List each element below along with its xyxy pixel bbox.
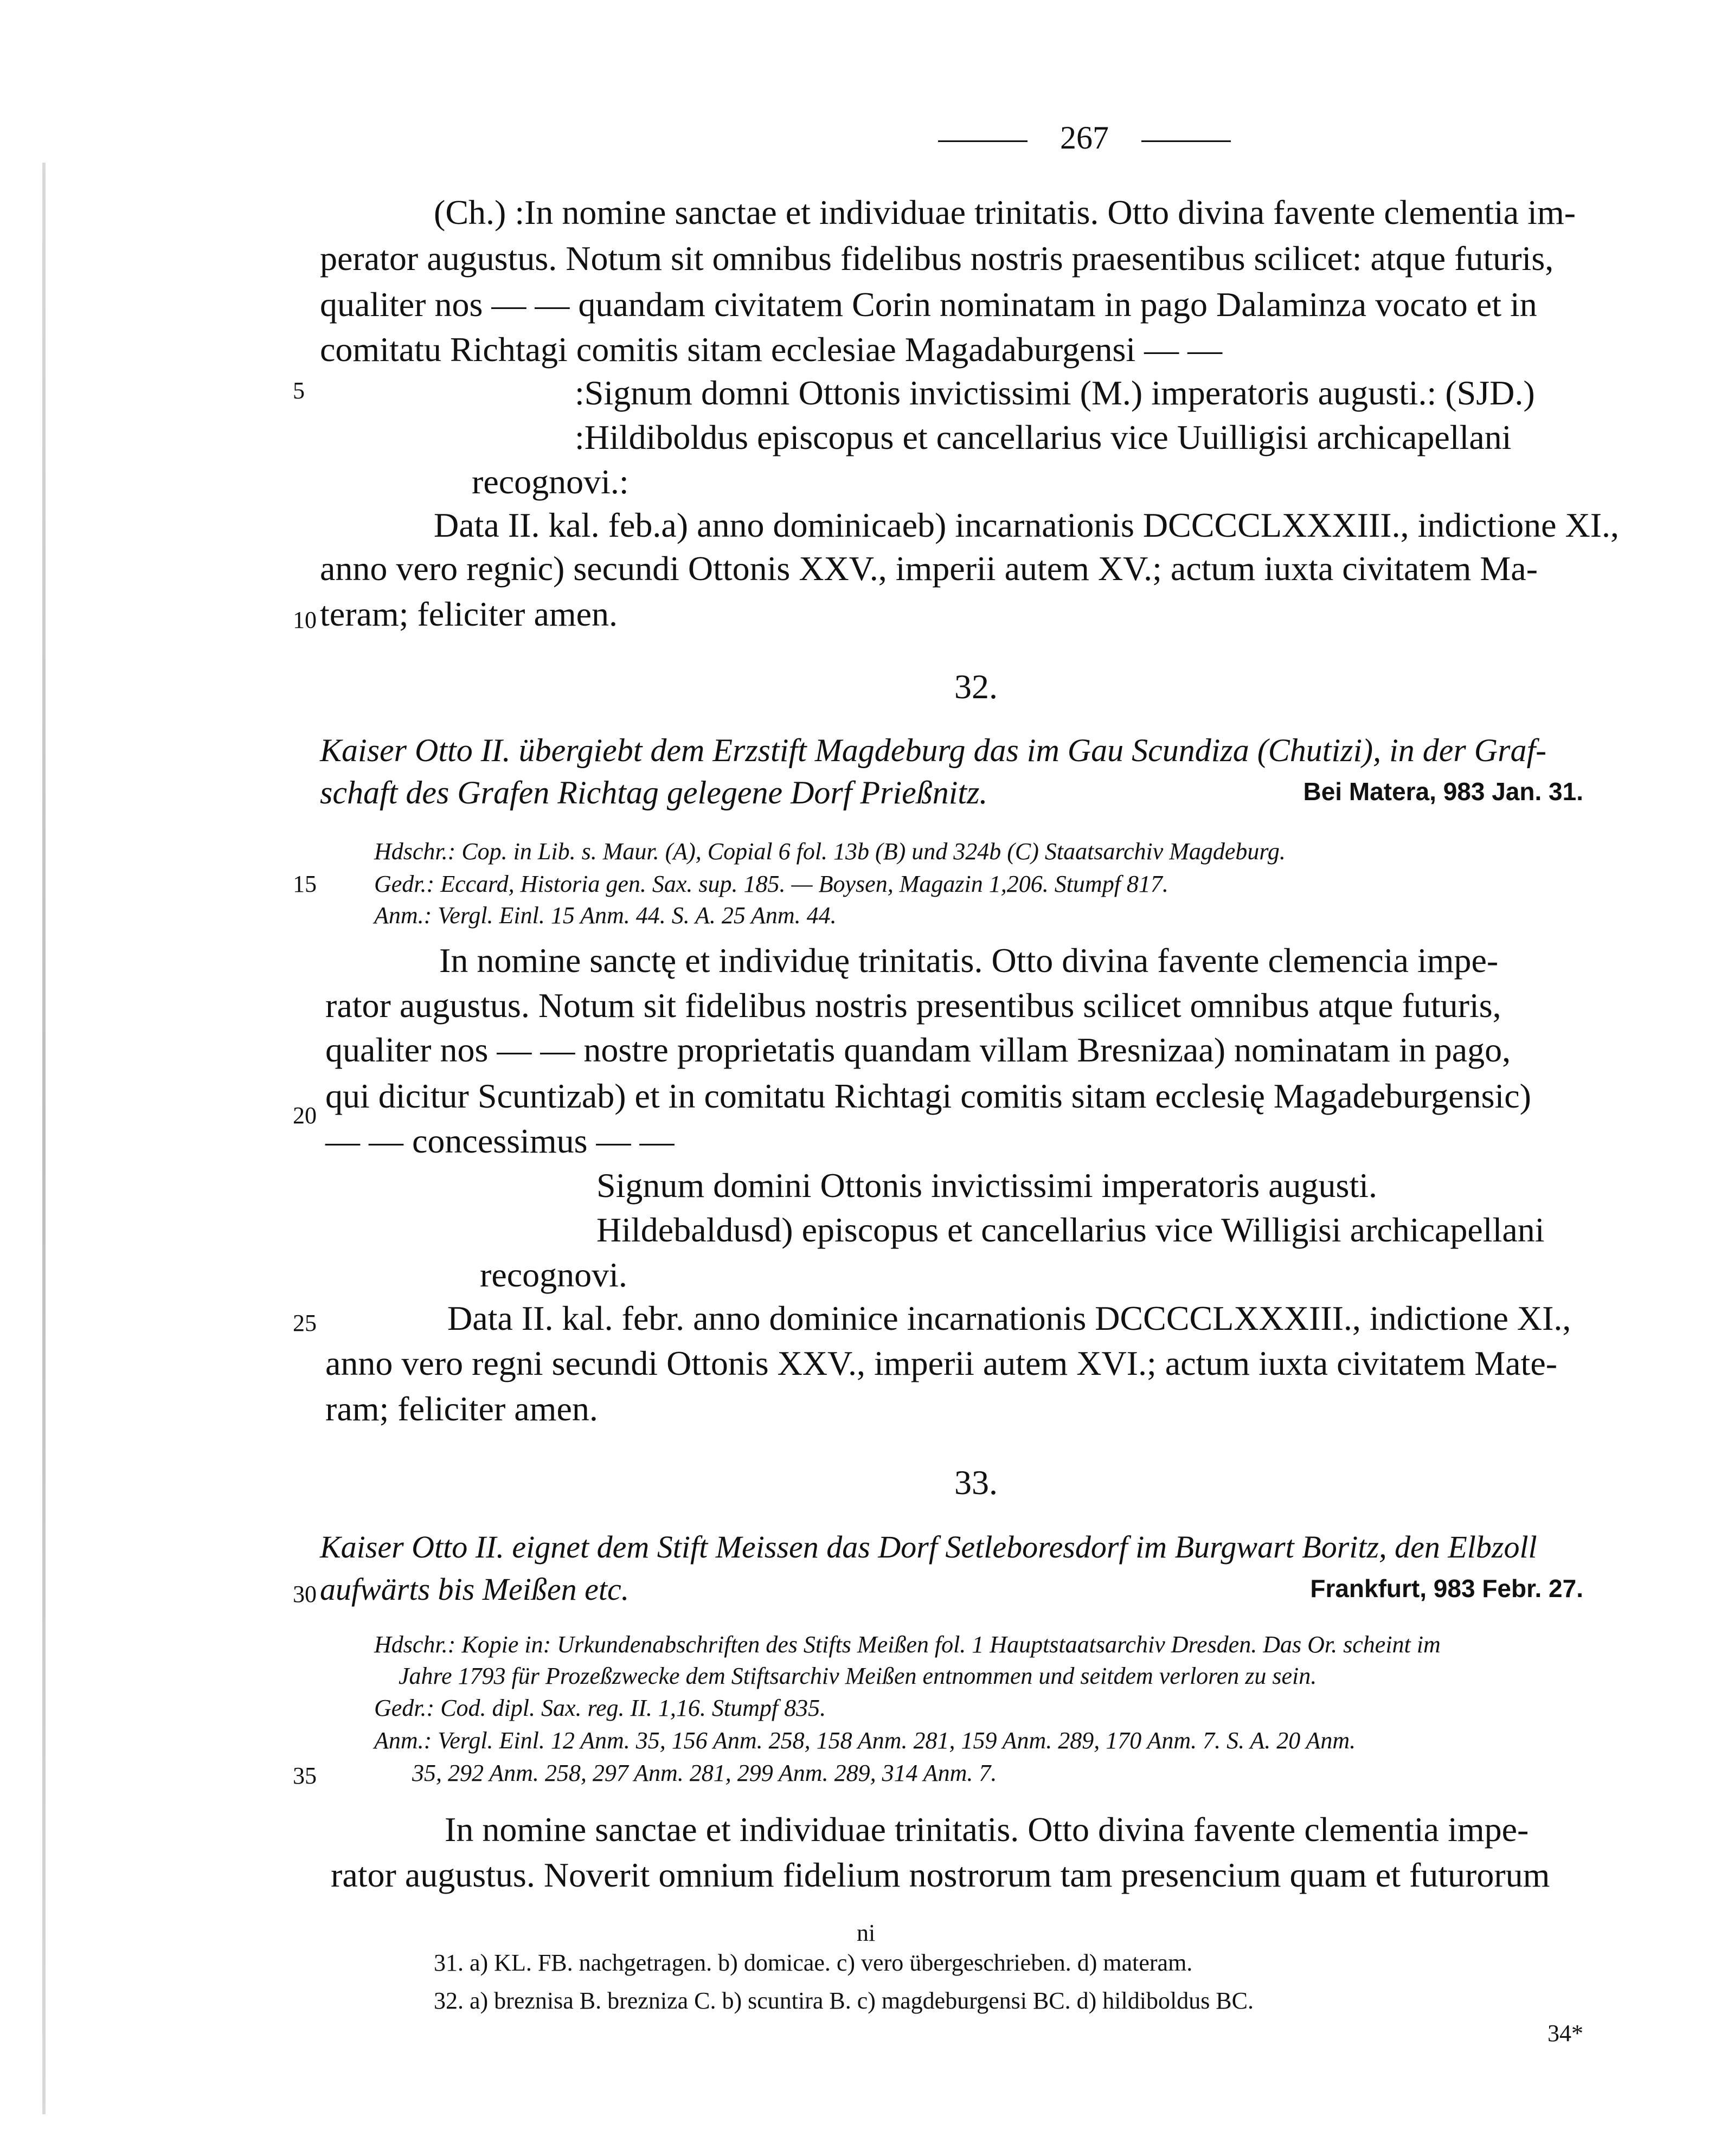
text-line: teram; feliciter amen. xyxy=(320,595,618,633)
text-line: :Hildiboldus episcopus et cancellarius vice Uuilligisi archicapellani xyxy=(575,418,1512,456)
line-number: 25 xyxy=(293,1310,317,1336)
line-number: 5 xyxy=(293,377,305,404)
page-edge-shadow xyxy=(42,163,46,2114)
text-line: Data II. kal. febr. anno dominice incarnationis DCCCCLXXXIII., indictione XI., xyxy=(447,1299,1571,1337)
doc32-source: Hdschr.: Cop. in Lib. s. Maur. (A), Copial 6 fol. 13b (B) und 324b (C) Staatsarchiv Magdeburg. xyxy=(374,838,1286,865)
text-line: qui dicitur Scuntizab) et in comitatu Richtagi comitis sitam ecclesię Magadeburgensic) xyxy=(325,1077,1531,1115)
doc32-place-date: Bei Matera, 983 Jan. 31. xyxy=(1303,777,1583,806)
line-number: 35 xyxy=(293,1762,317,1789)
text-line: ram; feliciter amen. xyxy=(325,1389,598,1428)
line-number: 10 xyxy=(293,607,317,633)
text-line: perator augustus. Notum sit omnibus fidelibus nostris praesentibus scilicet: atque futuris, xyxy=(320,239,1554,278)
text-line: Hildebaldusd) episcopus et cancellarius vice Willigisi archicapellani xyxy=(596,1211,1545,1249)
doc32-source: Anm.: Vergl. Einl. 15 Anm. 44. S. A. 25 Anm. 44. xyxy=(374,902,837,929)
text-line: comitatu Richtagi comitis sitam ecclesiae Magadaburgensi — — xyxy=(320,330,1223,369)
text-line: anno vero regnic) secundi Ottonis XXV., imperii autem XV.; actum iuxta civitatem Ma- xyxy=(320,549,1538,588)
page-number: 267 xyxy=(1060,120,1109,156)
doc33-source: Hdschr.: Kopie in: Urkundenabschriften des Stifts Meißen fol. 1 Hauptstaatsarchiv Dresden. Das Or. scheint im xyxy=(374,1631,1441,1658)
text-line: recognovi.: xyxy=(472,462,629,501)
signature-mark: 34* xyxy=(1547,2020,1583,2046)
doc33-place-date: Frankfurt, 983 Febr. 27. xyxy=(1310,1574,1583,1602)
text-line: rator augustus. Noverit omnium fidelium nostrorum tam presencium quam et futurorum xyxy=(331,1856,1550,1894)
line-number: 20 xyxy=(293,1102,317,1129)
header-rule-left xyxy=(938,140,1028,142)
doc33-regest: aufwärts bis Meißen etc. xyxy=(320,1572,630,1607)
text-line: recognovi. xyxy=(480,1256,627,1294)
line-number: 15 xyxy=(293,871,317,897)
doc33-source: 35, 292 Anm. 258, 297 Anm. 281, 299 Anm. 289, 314 Anm. 7. xyxy=(412,1760,997,1786)
doc33-source: Gedr.: Cod. dipl. Sax. reg. II. 1,16. Stumpf 835. xyxy=(374,1695,826,1721)
text-line: (Ch.) :In nomine sanctae et individuae trinitatis. Otto divina favente clementia im- xyxy=(434,193,1576,231)
footnote-31: 31. a) KL. FB. nachgetragen. b) domicae. c) vero übergeschrieben. d) materam. xyxy=(434,1949,1193,1976)
doc32-regest: Kaiser Otto II. übergiebt dem Erzstift Magdeburg das im Gau Scundiza (Chutizi), in der Graf- xyxy=(320,732,1547,768)
doc33-source: Anm.: Vergl. Einl. 12 Anm. 35, 156 Anm. 258, 158 Anm. 281, 159 Anm. 289, 170 Anm. 7. S. A. 20 Anm. xyxy=(374,1727,1356,1754)
text-line: In nomine sanctę et individuę trinitatis. Otto divina favente clemencia impe- xyxy=(439,941,1499,980)
text-line: anno vero regni secundi Ottonis XXV., imperii autem XVI.; actum iuxta civitatem Mate- xyxy=(325,1344,1558,1382)
doc33-regest: Kaiser Otto II. eignet dem Stift Meissen das Dorf Setleboresdorf im Burgwart Boritz, den Elbzoll xyxy=(320,1529,1537,1565)
footnote-32: 32. a) breznisa B. brezniza C. b) scuntira B. c) magdeburgensi BC. d) hildiboldus BC. xyxy=(434,1987,1254,2014)
page-header xyxy=(759,119,1410,157)
doc33-number: 33. xyxy=(954,1463,998,1502)
doc33-source: Jahre 1793 für Prozeßzwecke dem Stiftsarchiv Meißen entnommen und seitdem verloren zu sein. xyxy=(399,1663,1317,1689)
footnote-interlinear-mark: ni xyxy=(857,1920,876,1946)
line-number: 30 xyxy=(293,1581,317,1607)
doc32-regest: schaft des Grafen Richtag gelegene Dorf Prießnitz. xyxy=(320,775,988,810)
doc32-source: Gedr.: Eccard, Historia gen. Sax. sup. 185. — Boysen, Magazin 1,206. Stumpf 817. xyxy=(374,871,1168,897)
text-line: — — concessimus — — xyxy=(325,1122,675,1160)
text-line: In nomine sanctae et individuae trinitatis. Otto divina favente clementia impe- xyxy=(445,1810,1529,1849)
header-rule-right xyxy=(1141,140,1231,142)
text-line: qualiter nos — — nostre proprietatis quandam villam Bresnizaa) nominatam in pago, xyxy=(325,1031,1511,1069)
doc32-number: 32. xyxy=(954,667,998,706)
text-line: qualiter nos — — quandam civitatem Corin nominatam in pago Dalaminza vocato et in xyxy=(320,285,1537,324)
text-line: Data II. kal. feb.a) anno dominicaeb) incarnationis DCCCCLXXXIII., indictione XI., xyxy=(434,506,1620,544)
text-line: :Signum domni Ottonis invictissimi (M.) imperatoris augusti.: (SJD.) xyxy=(575,374,1535,412)
text-line: rator augustus. Notum sit fidelibus nostris presentibus scilicet omnibus atque futuris, xyxy=(325,986,1501,1025)
text-line: Signum domini Ottonis invictissimi imperatoris augusti. xyxy=(596,1166,1377,1205)
